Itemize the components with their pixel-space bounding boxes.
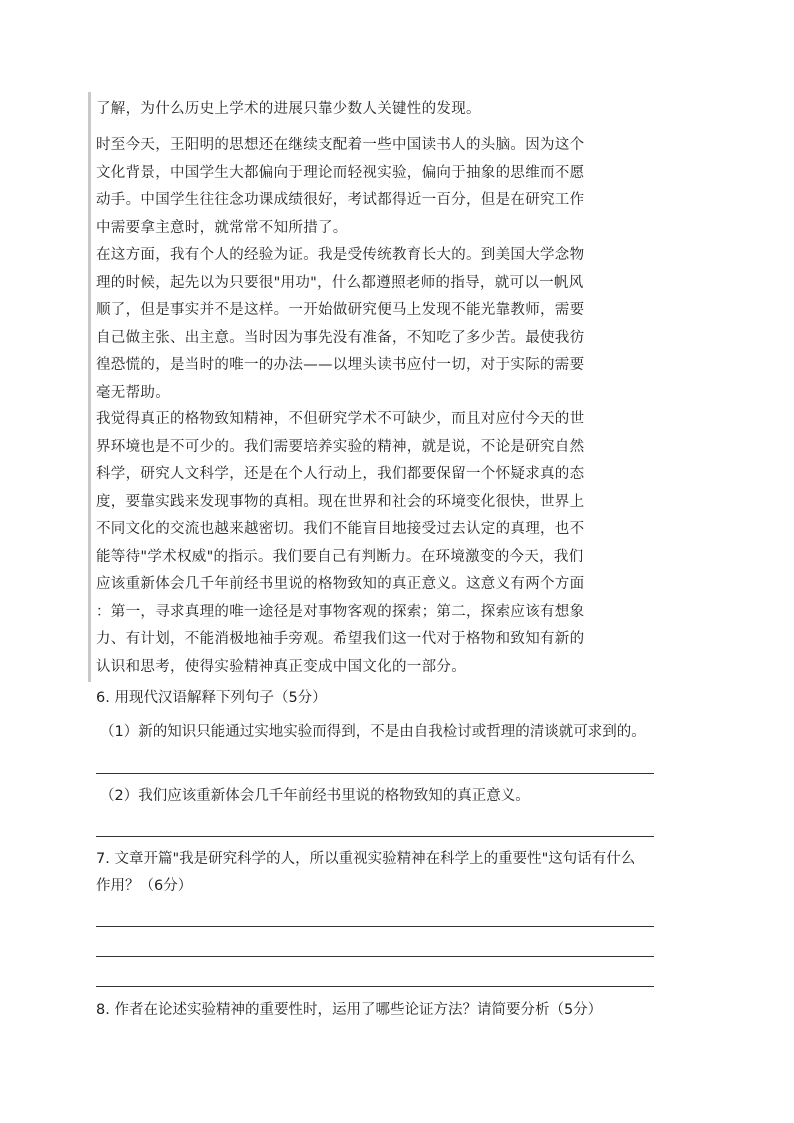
answer-line[interactable] — [96, 956, 654, 957]
answer-line[interactable] — [96, 986, 654, 987]
answer-line[interactable] — [96, 926, 654, 927]
passage-paragraph-1: 时至今天，王阳明的思想还在继续支配着一些中国读书人的头脑。因为这个 文化背景，中国学生大都偏向于理论而轻视实验，偏向于抽象的思维而不愿 动手。中国学生往往念功课成绩很好，考试都得近一百分，但是在研究工作 中需要拿主意时，就常常不知所措了。 — [96, 137, 585, 236]
question-6-item-2: （2）我们应该重新体会几千年前经书里说的格物致知的真正意义。 — [100, 788, 530, 804]
question-7-title: 7. 文章开篇"我是研究科学的人，所以重视实验精神在科学上的重要性"这句话有什么 作用？（6分） — [96, 851, 636, 894]
passage-paragraph-0: 了解，为什么历史上学术的进展只靠少数人关键性的发现。 — [96, 101, 481, 117]
passage-paragraph-2: 在这方面，我有个人的经验为证。我是受传统教育长大的。到美国大学念物 理的时候，起先以为只要很"用功"，什么都遵照老师的指导，就可以一帆风 顺了，但是事实并不是这样。一开始做研究便马上发现不能光靠教师，需要 自己做主张、出主意。当时因为事先没有准备，不知吃了多少苦。最使我彷 徨恐慌的，是当时的唯一的办法——以埋头读书应付一切，对于实际的需要 毫无帮助。 — [96, 247, 585, 401]
passage-paragraph-3: 我觉得真正的格物致知精神，不但研究学术不可缺少，而且对应付今天的世 界环境也是不可少的。我们需要培养实验的精神，就是说，不论是研究自然 科学，研究人文科学，还是在个人行动上，我们都要保留一个怀疑求真的态 度，要靠实践来发现事物的真相。现在世界和社会的环境变化很快，世界上 不同文化的交流也越来越密切。我们不能盲目地接受过去认定的真理，也不 能等待"学术权威"的指示。我们要自己有判断力。在环境激变的今天，我们 应该重新体会几千年前经书里说的格物致知的真正意义。这意义有两个方面 ：第一，寻求真理的唯一途径是对事物客观的探索；第二，探索应该有想象 力、有计划，不能消极地袖手旁观。希望我们这一代对于格物和致知有新的 认识和思考，使得实验精神真正变成中国文化的一部分。 — [96, 411, 585, 675]
question-8-title: 8. 作者在论述实验精神的重要性时，运用了哪些论证方法？请简要分析（5分） — [96, 1002, 603, 1018]
question-6-title: 6. 用现代汉语解释下列句子（5分） — [96, 690, 327, 706]
answer-line[interactable] — [96, 836, 654, 837]
answer-line[interactable] — [96, 773, 654, 774]
question-6-item-1: （1）新的知识只能通过实地实验而得到，不是由自我检讨或哲理的清谈就可求到的。 — [100, 724, 646, 740]
